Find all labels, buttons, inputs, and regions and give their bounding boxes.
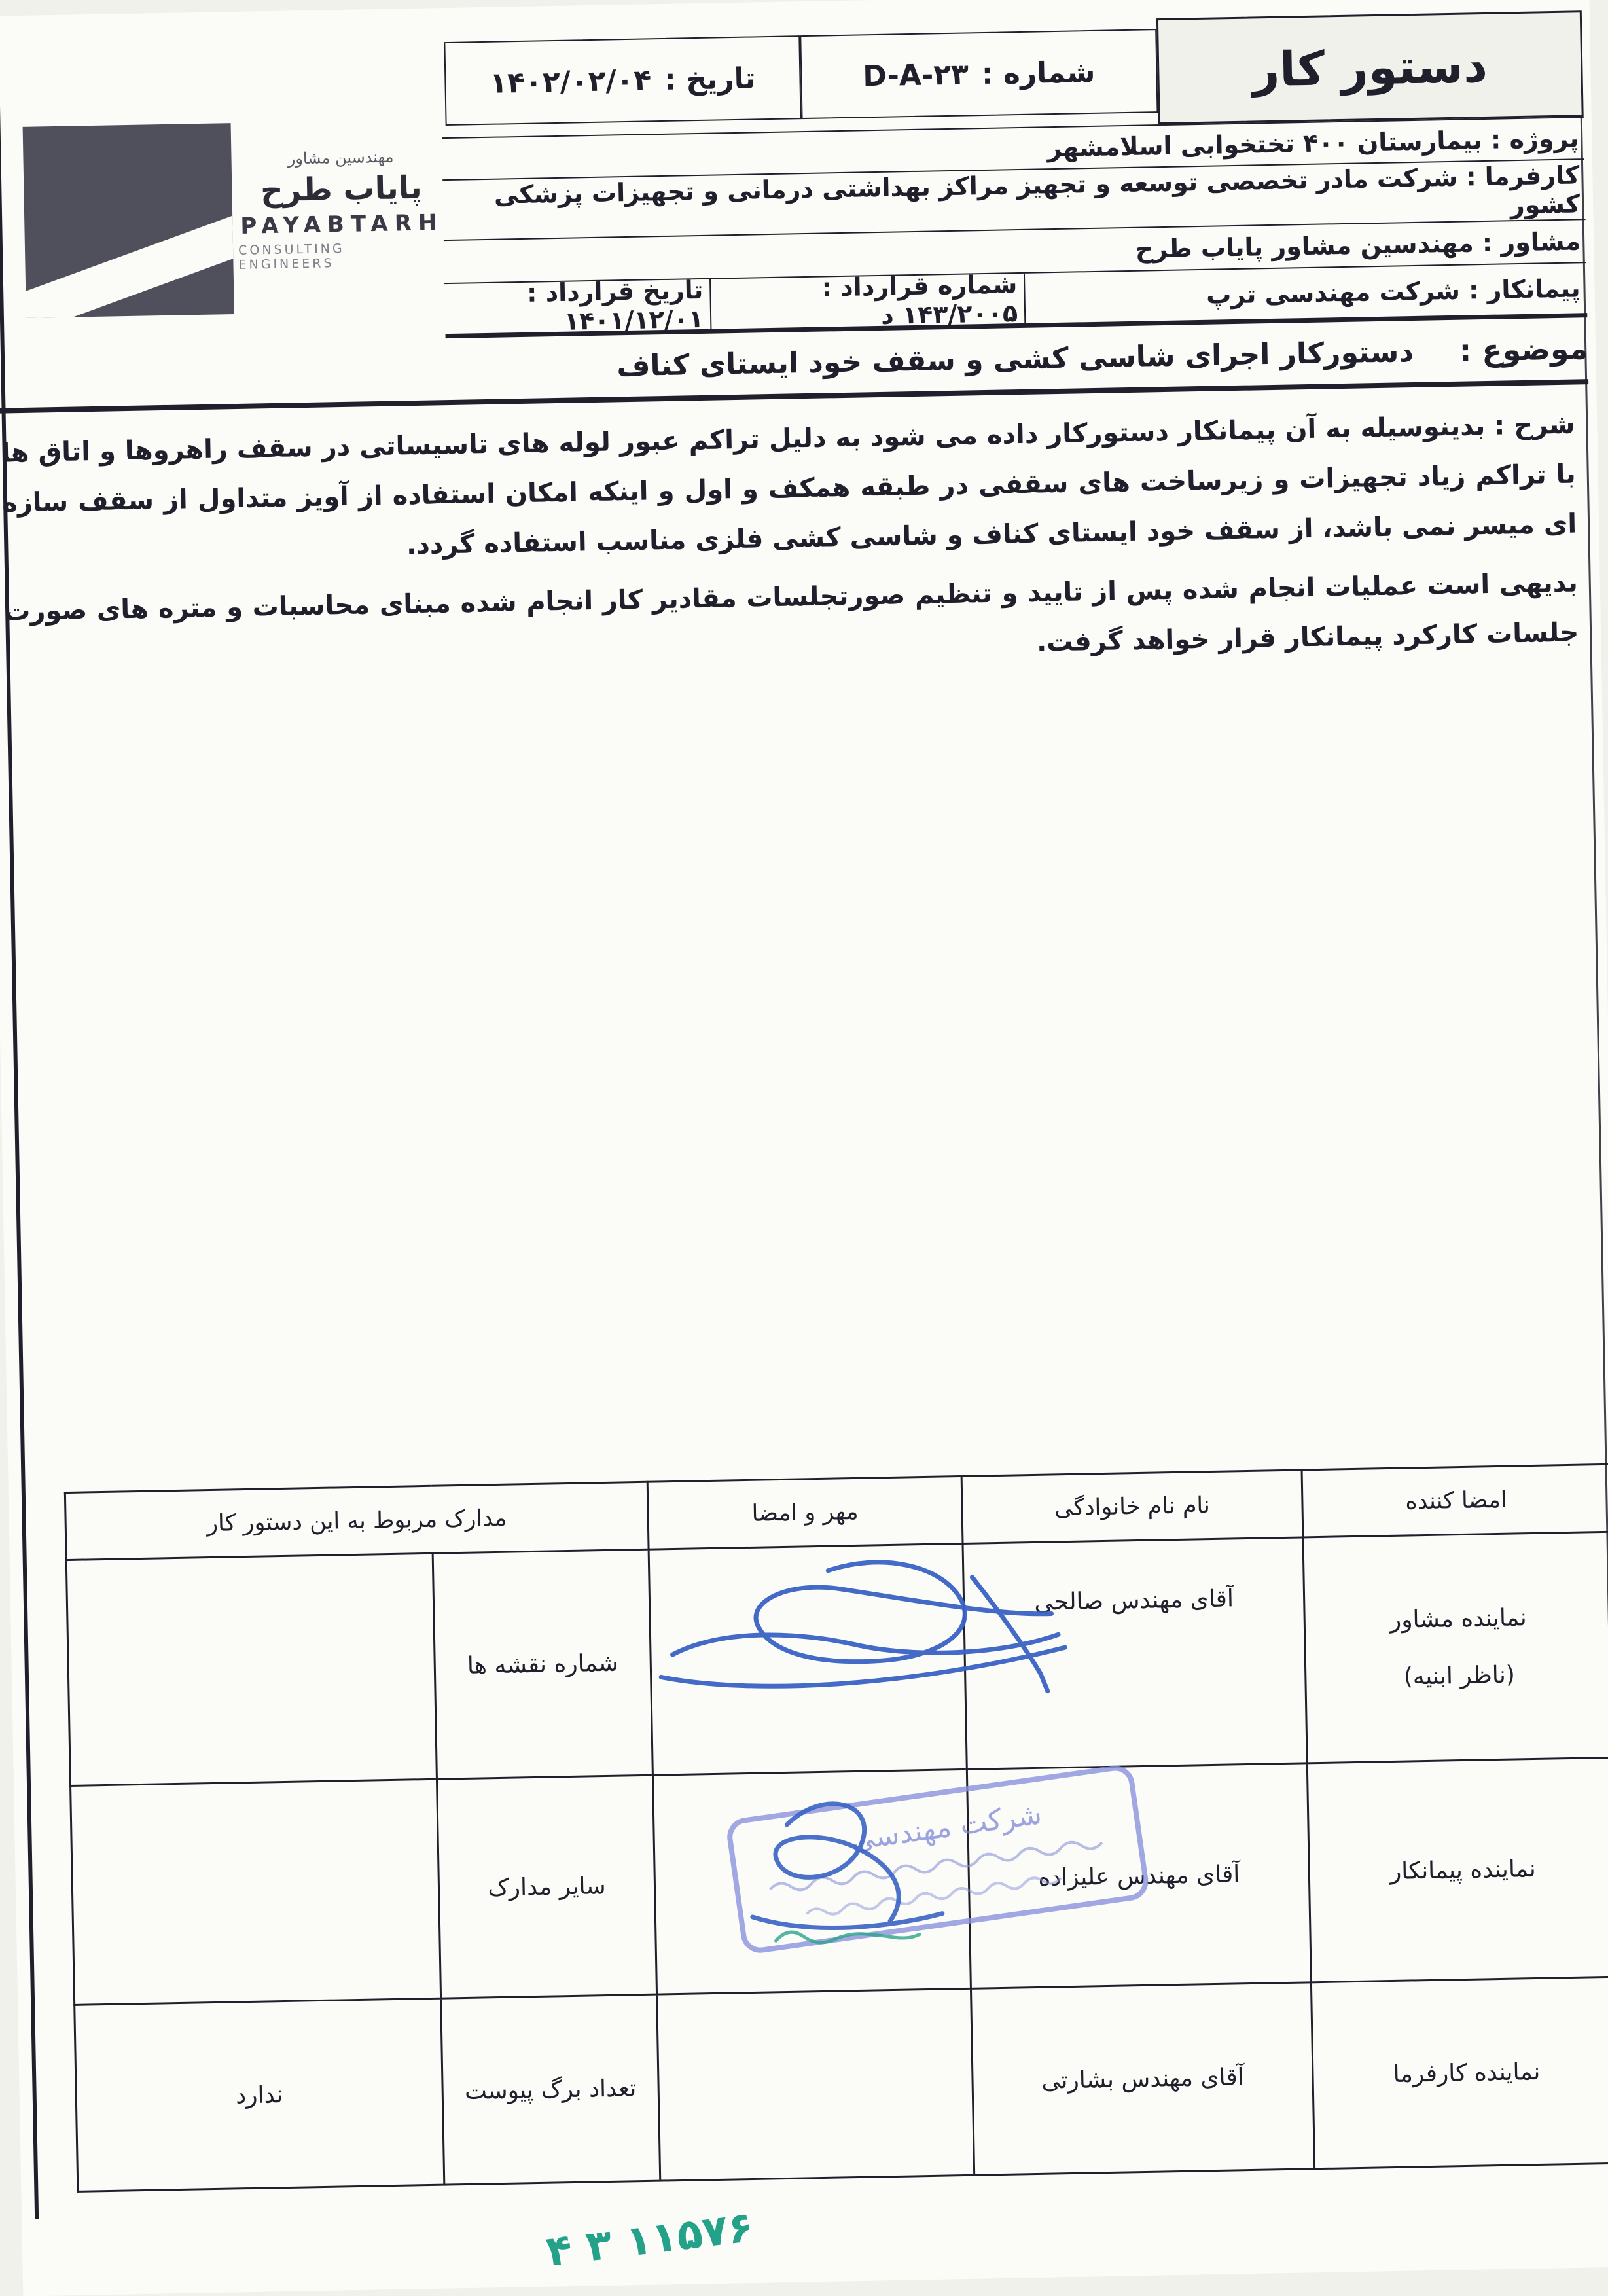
- contract-number-cell: [711, 270, 1026, 330]
- date-field: [444, 35, 801, 126]
- role-cell: نماینده پیمانکار: [1307, 1757, 1608, 1982]
- date-value: ۱۴۰۲/۰۲/۰۴: [489, 63, 652, 100]
- doc-label-cell: سایر مدارک: [437, 1775, 656, 1998]
- role-note-text: (ناظر ابنیه): [1403, 1661, 1516, 1691]
- contract-number-text: شماره قرارداد : ۱۴۳/۲۰۰۵ د: [821, 270, 1018, 330]
- doc-value-cell: [66, 1553, 437, 1785]
- description-paragraph-1: شرح : بدینوسیله به آن پیمانکار دستورکار داده می شود به دلیل تراکم عبور لوله های تاسیساتی در سقف راهروها و اتاق ها با تراکم زیاد تجهیزات و زیرساخت های سقفی در طبقه همکف و اول و اینکه امکان استفاده از آویز متداول از سقف سازه ای میسر نمی باشد، از سقف خود ایستای کناف و شاسی کشی فلزی مناسب استفاده گردد.: [1, 409, 1577, 561]
- parties-block: [442, 117, 1587, 338]
- subject-row: [0, 317, 1588, 414]
- subject-text: دستورکار اجرای شاسی کشی و سقف خود ایستای کناف: [616, 334, 1414, 383]
- doc-label-cell: شماره نقشه ها: [433, 1549, 652, 1779]
- name-cell: آقای مهندس علیزاده: [967, 1763, 1311, 1988]
- logo-stripe: [23, 206, 234, 318]
- role-cell: [1303, 1532, 1608, 1763]
- doc-label-cell: تعداد برگ پیوست: [441, 1994, 660, 2185]
- contractor-cell: [1025, 263, 1587, 323]
- role-cell: نماینده کارفرما: [1311, 1977, 1608, 2169]
- logo-subtitle-en: CONSULTING ENGINEERS: [238, 241, 345, 272]
- consultant-logo: [23, 119, 448, 304]
- number-label: شماره :: [981, 55, 1096, 91]
- header-full-name: نام نام خانوادگی: [961, 1470, 1303, 1544]
- green-handwritten-note: ۱۱۵۷۶ ۳ ۴: [543, 2202, 757, 2277]
- contract-date-text: تاریخ قرارداد : ۱۴۰۱/۱۲/۰۱: [526, 275, 704, 336]
- consultant-text: مشاور : مهندسین مشاور پایاب طرح: [1135, 226, 1581, 264]
- role-text: نماینده مشاور: [1389, 1604, 1528, 1634]
- date-label: تاریخ :: [664, 61, 757, 97]
- number-field: [800, 29, 1158, 119]
- doc-value-cell: ندارد: [75, 1998, 444, 2191]
- name-cell: آقای مهندس بشارتی: [971, 1982, 1314, 2175]
- contract-date-cell: [449, 275, 711, 336]
- header-signer: امضا کننده: [1302, 1464, 1608, 1537]
- logo-name-en: PAYABTARH: [240, 209, 444, 240]
- number-value: D-A-۲۳: [862, 57, 969, 93]
- client-text: کارفرما : شرکت مادر تخصصی توسعه و تجهیز مراکز بهداشتی درمانی و تجهیزات پزشکی کشور: [493, 160, 1581, 220]
- doc-value-cell: [71, 1779, 441, 2005]
- form-title-box: [1156, 10, 1584, 124]
- project-text: پروژه : بیمارستان ۴۰۰ تختخوابی اسلامشهر: [1046, 124, 1579, 163]
- name-cell: آقای مهندس صالحی: [963, 1537, 1307, 1769]
- contractor-text: پیمانکار : شرکت مهندسی ترپ: [1206, 274, 1581, 310]
- stamp-signature-cell: [657, 1988, 974, 2181]
- logo-tagline: مهندسین مشاور: [287, 147, 394, 168]
- header-stamp-signature: مهر و امضا: [647, 1476, 963, 1549]
- stamp-company-text: شرکت مهندسی: [849, 1797, 1044, 1857]
- logo-name-fa: پایاب طرح: [260, 169, 423, 209]
- form-title: دستور کار: [1251, 37, 1488, 98]
- subject-label: موضوع :: [1459, 331, 1588, 368]
- contractor-stamp-and-signature: [688, 1755, 1209, 1967]
- description-paragraph-2: بدیهی است عملیات انجام شده پس از تایید و تنظیم صورتجلسات مقادیر کار انجام شده مبنای محاسبات و متره های صورت جلسات کارکرد پیمانکار قرار خواهد گرفت.: [3, 567, 1579, 658]
- consultant-signature-ink: [631, 1534, 1092, 1732]
- table-row-client-rep: [75, 1977, 1608, 2191]
- header-documents: مدارک مربوط به این دستور کار: [65, 1482, 649, 1560]
- description-block: [1, 400, 1579, 696]
- logo-mark: [23, 123, 234, 318]
